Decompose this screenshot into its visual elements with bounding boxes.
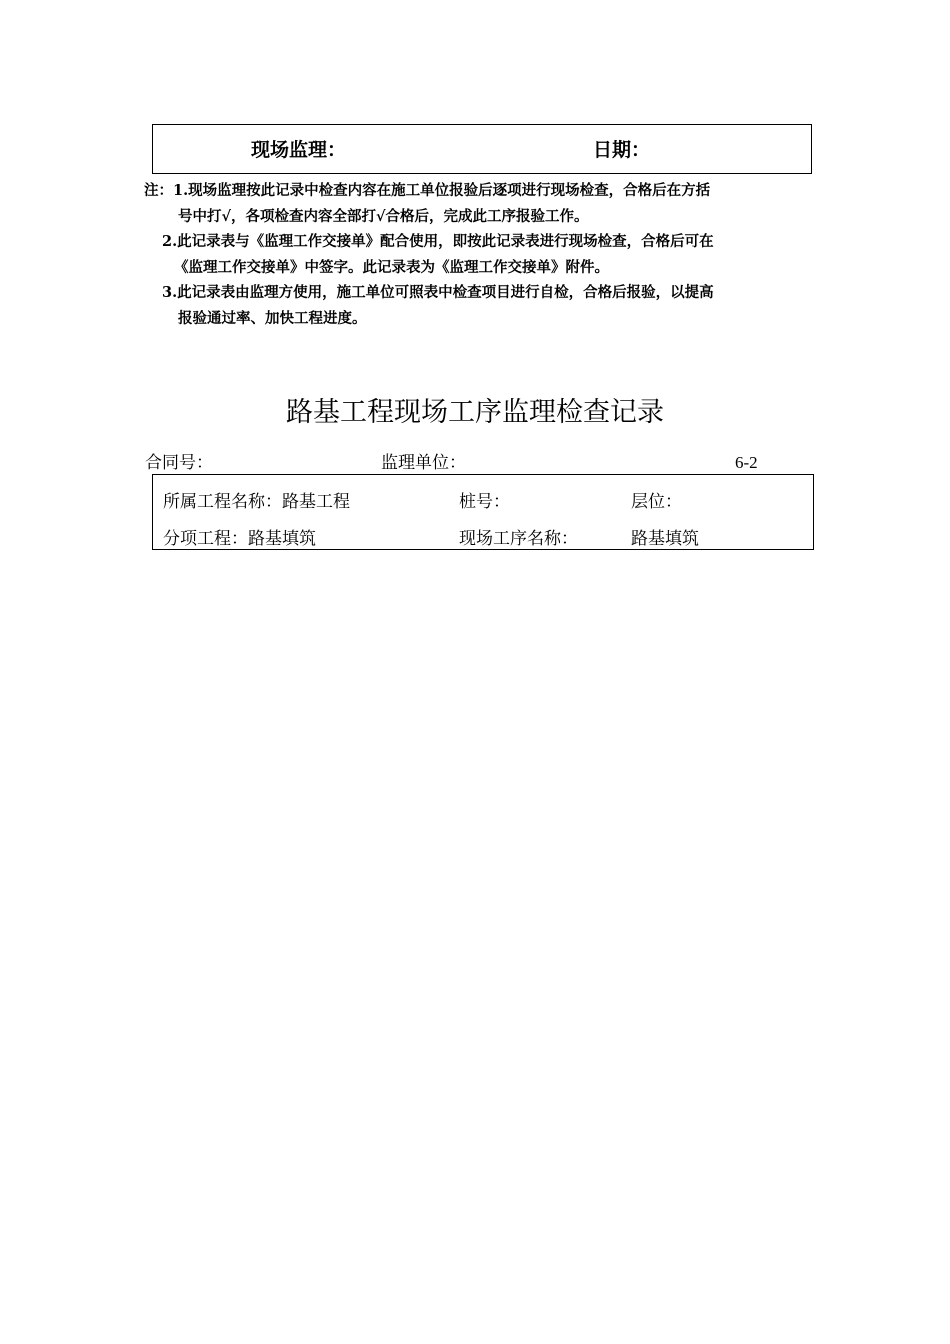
process-name-value: 路基填筑	[631, 529, 699, 549]
note-2	[144, 229, 812, 280]
note-2-line-1: 2.此记录表与《监理工作交接单》配合使用，即按此记录表进行现场检查，合格后可在	[162, 233, 714, 250]
note-1	[144, 178, 812, 229]
form-title: 路基工程现场工序监理检查记录	[286, 397, 664, 428]
note-2-line-2: 《监理工作交接单》中签字。此记录表为《监理工作交接单》附件。	[174, 258, 609, 276]
notes-section	[144, 178, 812, 331]
form-code: 6-2	[735, 453, 758, 472]
signature-box	[152, 124, 812, 174]
date-label: 日期：	[593, 139, 651, 161]
sub-item: 分项工程：路基填筑	[163, 529, 316, 549]
station-label: 桩号：	[459, 492, 510, 512]
supervision-unit-label: 监理单位：	[381, 453, 466, 473]
project-name: 所属工程名称：路基工程	[163, 492, 350, 512]
process-name-label: 现场工序名称：	[459, 529, 578, 549]
contract-label: 合同号：	[145, 453, 213, 473]
note-1-line-1: 注：1.现场监理按此记录中检查内容在施工单位报验后逐项进行现场检查，合格后在方括	[144, 182, 711, 199]
project-info-table	[152, 474, 814, 550]
supervisor-label: 现场监理：	[251, 139, 347, 161]
note-3-line-1: 3.此记录表由监理方使用，施工单位可照表中检查项目进行自检，合格后报验，以提高	[162, 284, 714, 301]
note-3-line-2: 报验通过率、加快工程进度。	[178, 309, 367, 327]
note-1-line-2: 号中打√，各项检查内容全部打√合格后，完成此工序报验工作。	[178, 207, 589, 225]
layer-label: 层位：	[631, 492, 682, 512]
note-3	[144, 280, 812, 331]
